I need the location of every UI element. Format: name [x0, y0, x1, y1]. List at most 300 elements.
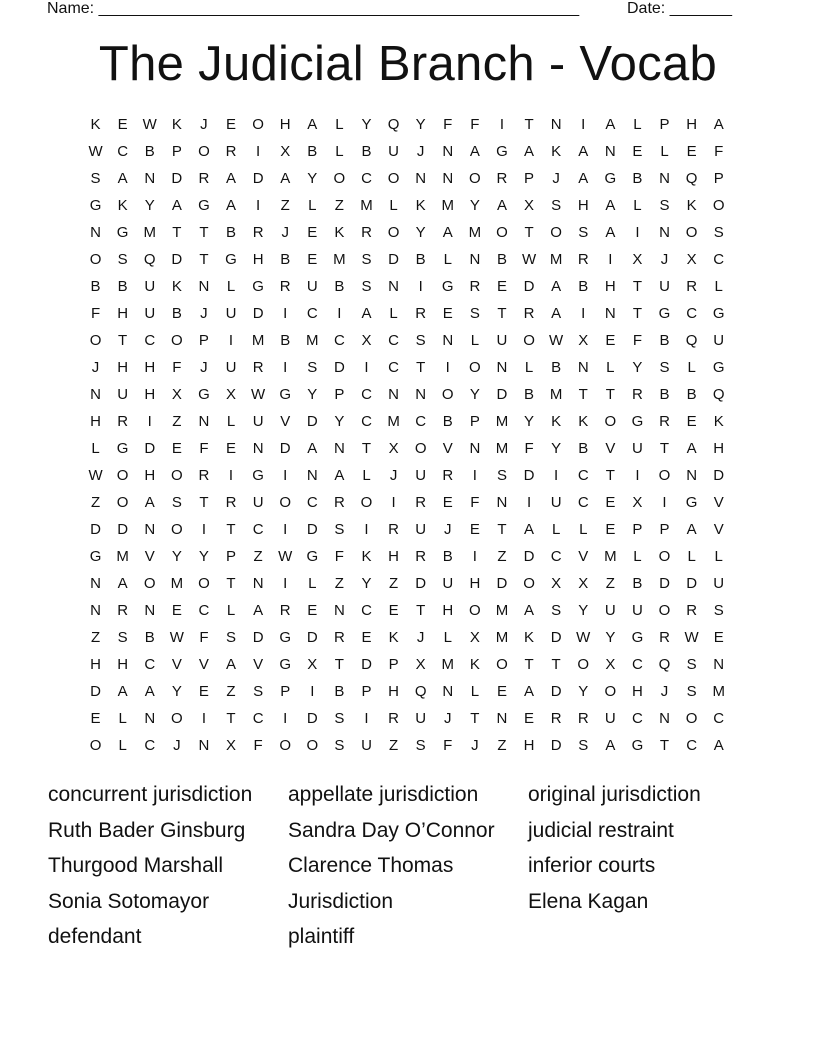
- grid-letter: H: [577, 197, 589, 214]
- grid-letter: P: [632, 521, 643, 538]
- grid-letter: A: [551, 278, 562, 295]
- grid-letter: N: [306, 467, 318, 484]
- grid-letter: R: [333, 629, 345, 646]
- grid-letter: M: [116, 548, 129, 565]
- grid-letter: E: [198, 683, 209, 700]
- grid-letter: N: [604, 143, 616, 160]
- word-bank-item: Thurgood Marshall: [48, 854, 224, 877]
- grid-letter: K: [578, 413, 589, 430]
- grid-letter: S: [469, 305, 480, 322]
- grid-letter: N: [144, 521, 156, 538]
- grid-letter: S: [686, 656, 697, 673]
- grid-letter: D: [306, 521, 318, 538]
- grid-letter: I: [391, 494, 396, 511]
- grid-letter: R: [523, 305, 535, 322]
- grid-letter: D: [659, 575, 670, 592]
- grid-letter: K: [171, 278, 182, 295]
- grid-letter: T: [578, 386, 588, 403]
- grid-letter: H: [144, 386, 156, 403]
- word-bank-item: Clarence Thomas: [288, 854, 454, 877]
- grid-letter: N: [469, 440, 481, 457]
- grid-letter: L: [524, 359, 534, 376]
- grid-letter: Y: [551, 440, 562, 457]
- grid-letter: U: [415, 467, 427, 484]
- grid-letter: G: [631, 629, 644, 646]
- grid-letter: G: [604, 170, 617, 187]
- grid-letter: A: [551, 305, 562, 322]
- grid-letter: H: [117, 359, 129, 376]
- grid-letter: M: [549, 251, 563, 268]
- grid-letter: B: [442, 548, 453, 565]
- grid-letter: M: [170, 575, 184, 592]
- grid-letter: L: [579, 521, 588, 538]
- word-bank-item: Jurisdiction: [288, 889, 394, 913]
- grid-letter: R: [361, 224, 372, 241]
- grid-row: [82, 543, 734, 570]
- grid-letter: R: [198, 467, 210, 484]
- grid-letter: U: [252, 413, 264, 430]
- grid-letter: J: [416, 629, 425, 646]
- grid-letter: P: [659, 521, 670, 538]
- grid-letter: N: [442, 143, 454, 160]
- grid-letter: N: [577, 359, 589, 376]
- grid-letter: M: [441, 197, 455, 214]
- grid-letter: X: [551, 575, 562, 592]
- word-search-grid: [82, 111, 734, 759]
- grid-letter: P: [361, 683, 372, 700]
- grid-letter: X: [226, 737, 237, 754]
- grid-letter: W: [278, 548, 293, 565]
- grid-letter: R: [388, 521, 399, 538]
- word-bank-item: Sonia Sotomayor: [48, 889, 210, 913]
- grid-letter: R: [577, 710, 589, 727]
- grid-letter: W: [251, 386, 266, 403]
- grid-letter: U: [632, 440, 643, 457]
- grid-letter: A: [713, 116, 724, 133]
- grid-letter: B: [280, 251, 291, 268]
- grid-letter: J: [281, 224, 289, 241]
- grid-letter: H: [144, 467, 156, 484]
- grid-letter: N: [388, 278, 399, 295]
- grid-letter: N: [659, 170, 670, 187]
- grid-letter: T: [226, 521, 236, 538]
- grid-letter: G: [116, 440, 129, 457]
- grid-letter: U: [144, 278, 156, 295]
- grid-letter: Z: [90, 494, 101, 511]
- grid-letter: W: [521, 251, 537, 268]
- grid-letter: S: [659, 359, 670, 376]
- grid-letter: T: [524, 116, 534, 133]
- grid-letter: B: [578, 278, 589, 295]
- grid-letter: E: [686, 143, 697, 160]
- grid-row: [82, 705, 734, 732]
- grid-letter: O: [658, 602, 671, 619]
- grid-letter: R: [388, 710, 399, 727]
- grid-letter: C: [361, 170, 372, 187]
- grid-letter: I: [283, 359, 288, 376]
- grid-letter: L: [606, 359, 615, 376]
- grid-letter: O: [170, 332, 183, 349]
- grid-letter: P: [469, 413, 480, 430]
- grid-letter: O: [685, 224, 698, 241]
- grid-letter: D: [171, 170, 183, 187]
- grid-letter: Z: [226, 683, 236, 700]
- grid-letter: E: [388, 602, 399, 619]
- grid-letter: Z: [334, 575, 344, 592]
- grid-letter: B: [334, 278, 345, 295]
- grid-row: [82, 192, 734, 219]
- grid-letter: T: [605, 467, 615, 484]
- grid-letter: D: [686, 575, 698, 592]
- grid-letter: W: [142, 116, 157, 133]
- grid-letter: K: [469, 656, 480, 673]
- grid-letter: J: [471, 737, 479, 754]
- grid-letter: R: [225, 143, 237, 160]
- grid-letter: R: [252, 359, 264, 376]
- grid-letter: C: [333, 332, 345, 349]
- grid-letter: P: [334, 386, 345, 403]
- grid-letter: R: [117, 413, 129, 430]
- grid-letter: H: [388, 683, 399, 700]
- grid-letter: K: [117, 197, 128, 214]
- grid-letter: X: [578, 332, 589, 349]
- grid-letter: Y: [578, 602, 589, 619]
- grid-letter: Z: [497, 737, 507, 754]
- grid-letter: R: [225, 494, 237, 511]
- grid-letter: A: [144, 683, 155, 700]
- grid-letter: C: [306, 305, 318, 322]
- grid-letter: L: [226, 278, 236, 295]
- grid-letter: R: [659, 413, 670, 430]
- grid-letter: E: [605, 521, 616, 538]
- grid-letter: Z: [90, 629, 101, 646]
- grid-letter: T: [605, 386, 615, 403]
- grid-row: [82, 462, 734, 489]
- grid-letter: J: [444, 521, 452, 538]
- grid-letter: C: [388, 359, 399, 376]
- grid-letter: Q: [414, 683, 427, 700]
- grid-letter: C: [306, 494, 318, 511]
- grid-letter: D: [252, 629, 264, 646]
- grid-letter: L: [470, 332, 480, 349]
- grid-letter: A: [524, 143, 535, 160]
- grid-letter: G: [198, 386, 210, 403]
- grid-letter: R: [415, 548, 427, 565]
- grid-letter: M: [333, 251, 346, 268]
- grid-letter: X: [686, 251, 697, 268]
- grid-letter: F: [470, 116, 480, 133]
- grid-letter: X: [388, 440, 399, 457]
- grid-letter: C: [686, 305, 698, 322]
- grid-row: [82, 381, 734, 408]
- grid-letter: D: [523, 467, 535, 484]
- grid-letter: T: [172, 224, 182, 241]
- grid-letter: G: [631, 413, 644, 430]
- grid-letter: S: [578, 737, 589, 754]
- grid-letter: Z: [605, 575, 615, 592]
- grid-letter: N: [469, 251, 481, 268]
- page-title: The Judicial Branch - Vocab: [98, 37, 718, 91]
- grid-letter: G: [279, 656, 292, 673]
- grid-letter: O: [89, 737, 102, 754]
- grid-letter: C: [361, 602, 372, 619]
- grid-letter: L: [118, 710, 127, 727]
- grid-letter: B: [442, 413, 453, 430]
- grid-letter: S: [90, 170, 101, 187]
- grid-letter: N: [90, 386, 101, 403]
- grid-letter: A: [117, 170, 128, 187]
- grid-letter: R: [632, 386, 643, 403]
- grid-letter: G: [252, 278, 264, 295]
- grid-letter: I: [472, 467, 477, 484]
- grid-letter: N: [252, 440, 264, 457]
- grid-letter: C: [686, 737, 698, 754]
- grid-letter: W: [549, 332, 564, 349]
- grid-letter: G: [252, 467, 264, 484]
- grid-letter: S: [496, 467, 507, 484]
- grid-letter: T: [416, 359, 426, 376]
- grid-letter: R: [415, 494, 427, 511]
- grid-letter: K: [334, 224, 345, 241]
- grid-letter: I: [364, 359, 369, 376]
- grid-letter: N: [144, 710, 156, 727]
- grid-letter: H: [117, 305, 129, 322]
- grid-letter: K: [524, 629, 535, 646]
- grid-letter: S: [551, 602, 562, 619]
- grid-letter: M: [143, 224, 156, 241]
- grid-letter: L: [335, 143, 344, 160]
- grid-letter: F: [334, 548, 344, 565]
- grid-letter: F: [172, 359, 182, 376]
- grid-letter: U: [415, 521, 427, 538]
- grid-letter: I: [472, 548, 477, 565]
- grid-letter: N: [144, 170, 156, 187]
- grid-row: [82, 300, 734, 327]
- grid-letter: E: [361, 629, 372, 646]
- grid-letter: Y: [415, 116, 426, 133]
- grid-letter: F: [470, 494, 480, 511]
- grid-row: [82, 408, 734, 435]
- grid-letter: T: [524, 656, 534, 673]
- grid-letter: T: [497, 521, 507, 538]
- word-bank-item: judicial restraint: [528, 818, 674, 842]
- word-bank-item: Elena Kagan: [528, 889, 649, 913]
- word-bank-item: appellate jurisdiction: [288, 783, 479, 806]
- grid-letter: H: [442, 602, 454, 619]
- grid-letter: D: [496, 575, 508, 592]
- grid-letter: M: [251, 332, 265, 349]
- grid-letter: I: [283, 710, 288, 727]
- grid-letter: I: [364, 710, 369, 727]
- grid-letter: C: [550, 548, 562, 565]
- grid-letter: N: [333, 440, 345, 457]
- grid-letter: A: [469, 143, 480, 160]
- grid-letter: S: [253, 683, 264, 700]
- grid-letter: D: [550, 629, 562, 646]
- grid-letter: H: [713, 440, 725, 457]
- grid-letter: B: [280, 332, 291, 349]
- grid-letter: T: [118, 332, 128, 349]
- grid-letter: A: [226, 197, 237, 214]
- grid-letter: Y: [198, 548, 209, 565]
- grid-letter: I: [228, 467, 234, 484]
- grid-letter: L: [308, 575, 317, 592]
- grid-letter: A: [442, 224, 453, 241]
- grid-letter: L: [714, 548, 723, 565]
- grid-letter: S: [361, 278, 372, 295]
- grid-letter: L: [308, 197, 317, 214]
- grid-letter: O: [279, 737, 292, 754]
- grid-letter: D: [279, 440, 291, 457]
- grid-letter: K: [551, 143, 562, 160]
- grid-letter: B: [632, 575, 643, 592]
- grid-letter: N: [442, 683, 454, 700]
- grid-letter: E: [442, 494, 453, 511]
- grid-letter: J: [91, 359, 100, 376]
- grid-letter: O: [469, 359, 481, 376]
- grid-letter: L: [226, 413, 236, 430]
- grid-letter: T: [199, 251, 209, 268]
- grid-letter: V: [171, 656, 182, 673]
- grid-letter: N: [198, 413, 210, 430]
- grid-letter: C: [415, 413, 427, 430]
- grid-letter: O: [89, 332, 102, 349]
- grid-letter: H: [90, 413, 101, 430]
- grid-letter: Q: [143, 251, 156, 268]
- name-line: Name: ______________________________________________________: [47, 0, 580, 17]
- grid-letter: A: [496, 197, 507, 214]
- grid-letter: U: [361, 737, 372, 754]
- grid-letter: I: [581, 305, 586, 322]
- grid-letter: C: [198, 602, 210, 619]
- grid-letter: L: [362, 467, 371, 484]
- grid-letter: P: [280, 683, 291, 700]
- grid-letter: S: [659, 197, 670, 214]
- grid-letter: X: [226, 386, 237, 403]
- grid-letter: A: [605, 224, 616, 241]
- grid-letter: C: [117, 143, 129, 160]
- grid-row: [82, 435, 734, 462]
- grid-letter: H: [686, 116, 698, 133]
- grid-letter: S: [713, 224, 724, 241]
- grid-letter: A: [524, 521, 535, 538]
- grid-letter: D: [252, 170, 264, 187]
- grid-letter: T: [226, 575, 236, 592]
- grid-letter: W: [88, 143, 103, 160]
- grid-letter: W: [684, 629, 699, 646]
- grid-letter: Y: [605, 629, 616, 646]
- grid-letter: P: [713, 170, 724, 187]
- grid-letter: D: [144, 440, 156, 457]
- grid-letter: O: [658, 467, 671, 484]
- grid-letter: N: [252, 575, 264, 592]
- grid-letter: B: [578, 440, 589, 457]
- grid-letter: Y: [361, 116, 372, 133]
- grid-letter: O: [198, 143, 210, 160]
- grid-letter: I: [581, 116, 586, 133]
- grid-letter: D: [306, 629, 318, 646]
- grid-letter: I: [310, 683, 315, 700]
- grid-letter: L: [389, 305, 398, 322]
- grid-letter: S: [361, 251, 372, 268]
- grid-letter: F: [199, 629, 209, 646]
- word-bank-item: defendant: [48, 925, 142, 948]
- grid-letter: B: [551, 359, 562, 376]
- grid-letter: A: [578, 143, 589, 160]
- word-bank-item: original jurisdiction: [528, 783, 701, 806]
- grid-letter: U: [388, 143, 399, 160]
- grid-letter: E: [605, 332, 616, 349]
- grid-letter: W: [169, 629, 184, 646]
- grid-letter: C: [388, 332, 399, 349]
- grid-letter: O: [496, 224, 508, 241]
- grid-letter: O: [170, 710, 183, 727]
- grid-letter: B: [144, 143, 155, 160]
- grid-letter: M: [360, 197, 373, 214]
- word-bank: [48, 778, 768, 956]
- grid-letter: X: [361, 332, 372, 349]
- grid-letter: Y: [171, 683, 182, 700]
- grid-letter: I: [418, 278, 423, 295]
- grid-letter: U: [659, 278, 670, 295]
- grid-letter: H: [523, 737, 535, 754]
- grid-letter: X: [632, 251, 643, 268]
- grid-letter: C: [713, 251, 725, 268]
- grid-letter: Y: [469, 386, 480, 403]
- grid-letter: A: [361, 305, 372, 322]
- grid-letter: B: [632, 170, 643, 187]
- grid-letter: H: [117, 656, 129, 673]
- grid-letter: S: [117, 251, 128, 268]
- grid-letter: S: [713, 602, 724, 619]
- grid-letter: S: [415, 737, 426, 754]
- grid-letter: B: [117, 278, 128, 295]
- grid-letter: S: [334, 737, 345, 754]
- grid-letter: T: [334, 656, 344, 673]
- grid-letter: T: [551, 656, 561, 673]
- grid-letter: R: [469, 278, 481, 295]
- grid-letter: C: [144, 332, 156, 349]
- grid-letter: V: [198, 656, 209, 673]
- grid-row: [82, 246, 734, 273]
- grid-letter: Y: [524, 413, 535, 430]
- grid-letter: C: [252, 710, 264, 727]
- grid-letter: T: [199, 224, 209, 241]
- grid-letter: D: [415, 575, 427, 592]
- grid-letter: J: [660, 251, 669, 268]
- grid-letter: X: [469, 629, 480, 646]
- grid-letter: A: [334, 467, 345, 484]
- grid-letter: S: [171, 494, 182, 511]
- grid-letter: Y: [144, 197, 155, 214]
- grid-letter: E: [117, 116, 128, 133]
- grid-letter: L: [633, 116, 642, 133]
- grid-letter: Z: [280, 197, 290, 214]
- grid-letter: N: [90, 224, 101, 241]
- grid-row: [82, 327, 734, 354]
- grid-row: [82, 138, 734, 165]
- grid-letter: R: [686, 602, 698, 619]
- grid-letter: S: [551, 197, 562, 214]
- grid-letter: G: [441, 278, 454, 295]
- grid-letter: A: [253, 602, 264, 619]
- grid-letter: G: [279, 629, 292, 646]
- grid-letter: O: [685, 710, 698, 727]
- grid-letter: E: [713, 629, 724, 646]
- word-bank-item: inferior courts: [528, 854, 656, 877]
- grid-letter: N: [144, 602, 156, 619]
- grid-letter: O: [116, 467, 129, 484]
